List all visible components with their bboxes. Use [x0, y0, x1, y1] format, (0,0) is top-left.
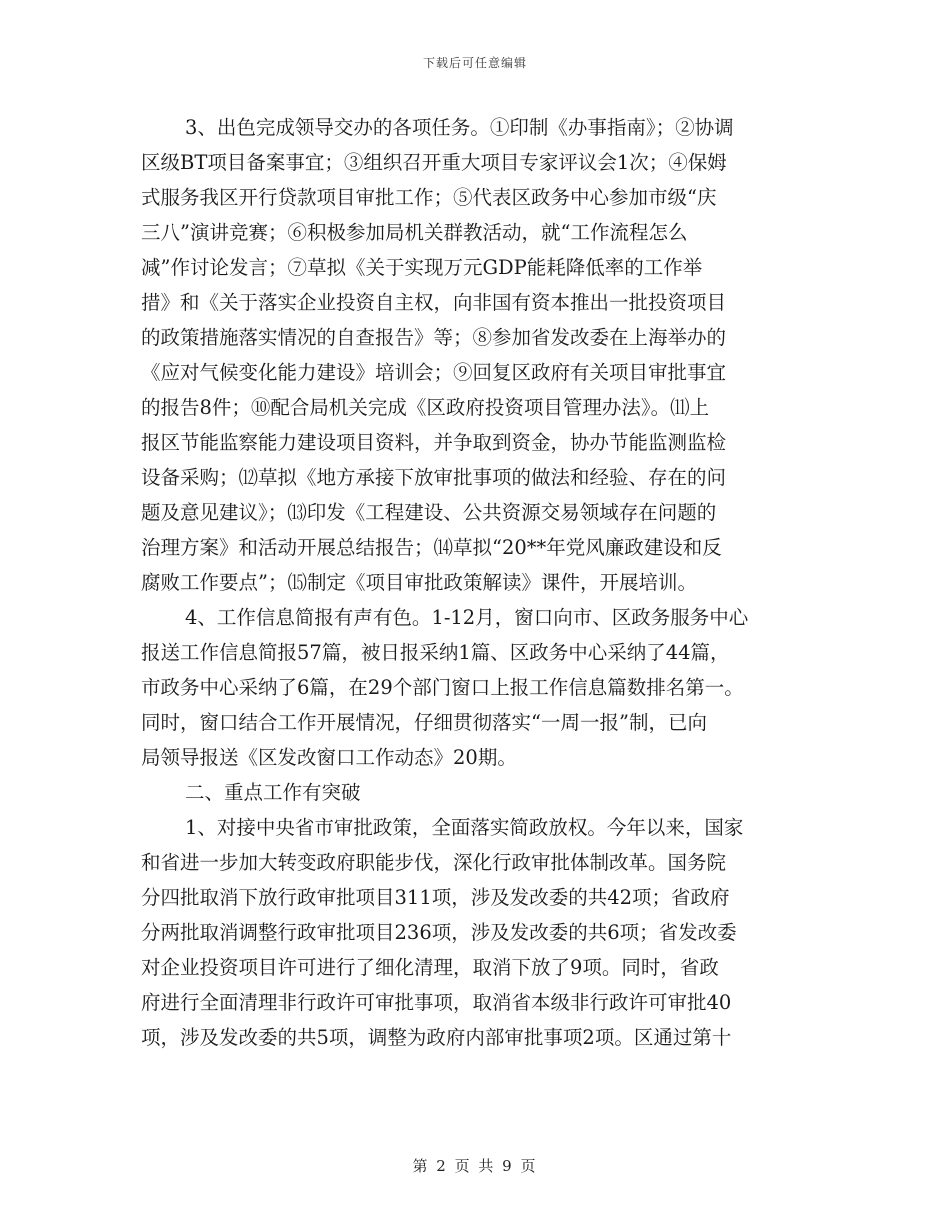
paragraph-line: 分四批取消下放行政审批项目311项，涉及发改委的共42项；省政府: [141, 886, 730, 909]
paragraph-line: 措》和《关于落实企业投资自主权，向非国有资本推出一批投资项目: [141, 291, 727, 314]
paragraph-line: 分两批取消调整行政审批项目236项，涉及发改委的共6项；省发改委: [141, 921, 737, 944]
paragraph-line: 题及意见建议》；⒀印发《工程建设、公共资源交易领域存在问题的: [141, 501, 717, 524]
paragraph-line: 和省进一步加大转变政府职能步伐，深化行政审批体制改革。国务院: [141, 851, 727, 874]
paragraph-line: 三八”演讲竞赛；⑥积极参加局机关群教活动，就“工作流程怎么: [141, 221, 688, 244]
page-number-footer: 第 2 页 共 9 页: [412, 1157, 538, 1175]
paragraph-line: 《应对气候变化能力建设》培训会；⑨回复区政府有关项目审批事宜: [141, 361, 727, 384]
paragraph-line: 报区节能监察能力建设项目资料，并争取到资金，协办节能监测监检: [141, 431, 727, 454]
paragraph-line: 的报告8件；⑩配合局机关完成《区政府投资项目管理办法》。⑾上: [141, 396, 710, 419]
paragraph-line: 府进行全面清理非行政许可审批事项，取消省本级非行政许可审批40: [141, 991, 732, 1014]
paragraph-line: 式服务我区开行贷款项目审批工作；⑤代表区政务中心参加市级“庆: [141, 186, 717, 209]
paragraph-line: 设备采购；⑿草拟《地方承接下放审批事项的做法和经验、存在的问: [141, 466, 727, 489]
document-body: [141, 110, 817, 1055]
paragraph-line: 3、出色完成领导交办的各项任务。①印制《办事指南》；②协调: [185, 116, 734, 139]
paragraph-line: 市政务中心采纳了6篇，在29个部门窗口上报工作信息篇数排名第一。: [141, 676, 744, 699]
paragraph-line: 区级BT项目备案事宜；③组织召开重大项目专家评议会1次；④保姆: [141, 151, 727, 174]
page-header: 下载后可任意编辑: [422, 56, 527, 70]
paragraph-line: 4、工作信息简报有声有色。1-12月，窗口向市、区政务服务中心: [185, 606, 749, 629]
paragraph-line: 治理方案》和活动开展总结报告；⒁草拟“20**年党风廉政建设和反: [141, 536, 722, 559]
paragraph-line: 局领导报送《区发改窗口工作动态》20期。: [141, 746, 517, 769]
paragraph-line: 的政策措施落实情况的自查报告》等；⑧参加省发改委在上海举办的: [141, 326, 727, 349]
paragraph-line: 报送工作信息简报57篇，被日报采纳1篇、区政务中心采纳了44篇，: [141, 641, 730, 664]
paragraph-line: 对企业投资项目许可进行了细化清理，取消下放了9项。同时，省政: [141, 956, 719, 979]
paragraph-line: 同时，窗口结合工作开展情况，仔细贯彻落实“一周一报”制，已向: [141, 711, 707, 734]
paragraph-line: 减”作讨论发言；⑦草拟《关于实现万元GDP能耗降低率的工作举: [141, 256, 703, 279]
paragraph-line: 腐败工作要点”；⒂制定《项目审批政策解读》课件，开展培训。: [141, 571, 697, 594]
section-heading: 二、重点工作有突破: [185, 781, 361, 804]
paragraph-line: 1、对接中央省市审批政策，全面落实简政放权。今年以来，国家: [185, 816, 744, 839]
paragraph-line: 项，涉及发改委的共5项，调整为政府内部审批事项2项。区通过第十: [141, 1026, 732, 1049]
